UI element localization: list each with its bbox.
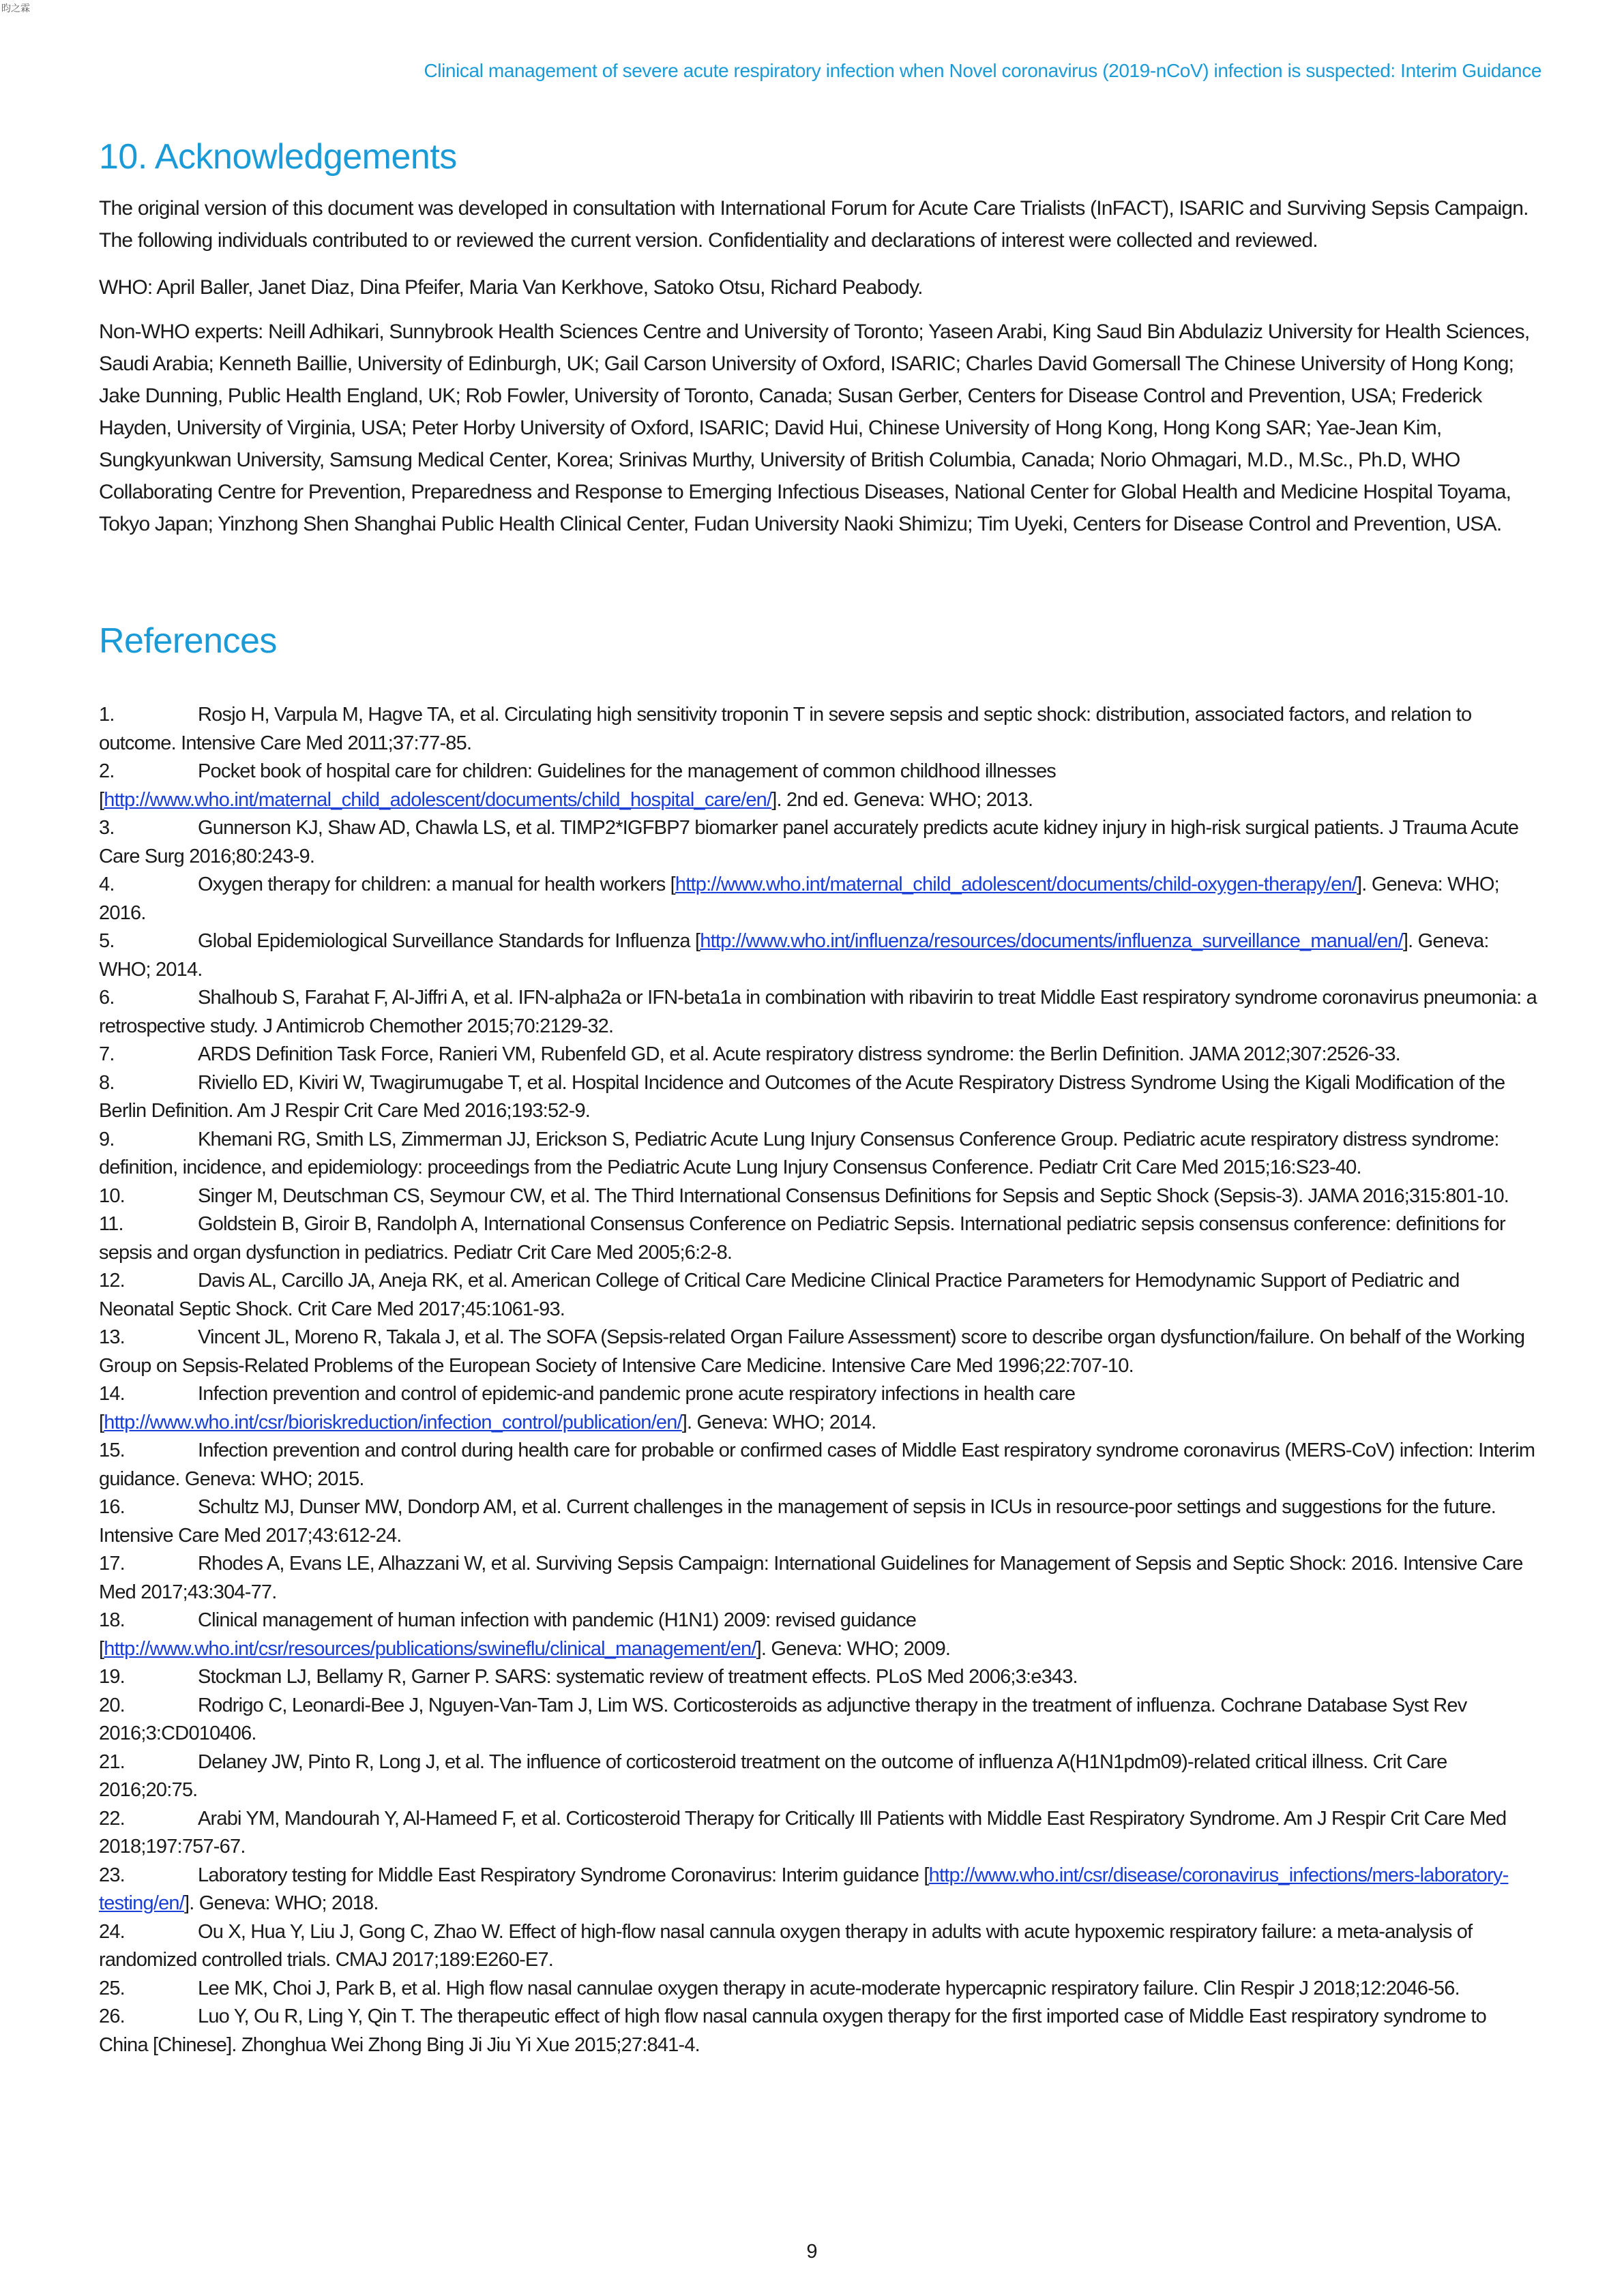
watermark-text: 昀之霖	[1, 3, 30, 14]
reference-item	[99, 1550, 1538, 1607]
reference-number: 1.	[99, 704, 115, 726]
reference-number: 9.	[99, 1128, 115, 1150]
reference-item	[99, 1607, 1538, 1663]
reference-text: Arabi YM, Mandourah Y, Al-Hameed F, et al. Corticosteroid Therapy for Critically Ill Patients with Middle East Respiratory Syndrome. Am J Respir Crit Care Med 2018;197:757-67.	[99, 1807, 1507, 1858]
reference-item	[99, 871, 1538, 927]
reference-number: 12.	[99, 1270, 125, 1292]
reference-text: Riviello ED, Kiviri W, Twagirumugabe T, et al. Hospital Incidence and Outcomes of the Acute Respiratory Distress Syndrome Using the Kigali Modification of the Berlin Definition. Am J Respir Crit Care Med 2016;193:52-9.	[99, 1071, 1505, 1122]
reference-text: Luo Y, Ou R, Ling Y, Qin T. The therapeutic effect of high flow nasal cannula oxygen therapy for the first imported case of Middle East respiratory syndrome to China [Chinese]. Zhonghua Wei Zhong Bing Ji Jiu Yi Xue 2015;27:841-4.	[99, 2006, 1486, 2056]
reference-number: 15.	[99, 1440, 125, 1461]
acknowledgements-external-experts: Non-WHO experts: Neill Adhikari, Sunnybrook Health Sciences Centre and University of Toronto; Yaseen Arabi, King Saud Bin Abdulaziz University for Health Sciences, Saudi Arabia; Kenneth Baillie, University of Edinburgh, UK; Gail Carson University of Oxford, ISARIC; Charles David Gomersall The Chinese University of Hong Kong; Jake Dunning, Public Health England, UK; Rob Fowler, University of Toronto, Canada; Susan Gerber, Centers for Disease Control and Prevention, USA; Frederick Hayden, University of Virginia, USA; Peter Horby University of Oxford, ISARIC; David Hui, Chinese University of Hong Kong, Hong Kong SAR; Yae-Jean Kim, Sungkyunkwan University, Samsung Medical Center, Korea; Srinivas Murthy, University of British Columbia, Canada; Norio Ohmagari, M.D., M.Sc., Ph.D, WHO Collaborating Centre for Prevention, Preparedness and Response to Emerging Infectious Diseases, National Center for Global Health and Medicine Hospital Toyama, Tokyo Japan; Yinzhong Shen Shanghai Public Health Clinical Center, Fudan University Naoki Shimizu; Tim Uyeki, Centers for Disease Control and Prevention, USA.	[99, 320, 1530, 535]
reference-item	[99, 1493, 1538, 1550]
reference-text: Goldstein B, Giroir B, Randolph A, International Consensus Conference on Pediatric Sepsis. International pediatric sepsis consensus conference: definitions for sepsis and organ dysfunction in pediatrics. Pediatr Crit Care Med 2005;6:2-8.	[99, 1213, 1505, 1264]
reference-item	[99, 1692, 1538, 1748]
reference-text-after: ]. 2nd ed. Geneva: WHO; 2013.	[771, 788, 1033, 811]
reference-text-after: ]. Geneva: WHO; 2014.	[99, 930, 1489, 981]
page-number: 9	[806, 2241, 818, 2263]
reference-number: 11.	[99, 1213, 123, 1235]
reference-text-after: ]. Geneva: WHO; 2009.	[756, 1637, 951, 1660]
reference-link[interactable]: http://www.who.int/csr/disease/coronavirus_infections/mers-laboratory-testing/en/	[99, 1864, 1509, 1914]
reference-link[interactable]: http://www.who.int/csr/bioriskreduction/infection_control/publication/en/	[104, 1411, 682, 1433]
reference-link[interactable]: http://www.who.int/csr/resources/publications/swineflu/clinical_management/en/	[104, 1637, 756, 1660]
reference-text-after: ]. Geneva: WHO; 2014.	[681, 1411, 876, 1433]
reference-item	[99, 1918, 1538, 1975]
reference-text: Rosjo H, Varpula M, Hagve TA, et al. Circulating high sensitivity troponin T in severe sepsis and septic shock: distribution, associated factors, and relation to outcome. Intensive Care Med 2011;37:77-85.	[99, 704, 1472, 754]
reference-item	[99, 1748, 1538, 1805]
acknowledgements-paragraph: The original version of this document was developed in consultation with International Forum for Acute Care Trialists (InFACT), ISARIC and Surviving Sepsis Campaign. The following individuals contributed to or reviewed the current version. Confidentiality and declarations of interest were collected and reviewed.	[99, 197, 1529, 252]
reference-text: Vincent JL, Moreno R, Takala J, et al. The SOFA (Sepsis-related Organ Failure Assessment) score to describe organ dysfunction/failure. On behalf of the Working Group on Sepsis-Related Problems of the European Society of Intensive Care Medicine. Intensive Care Med 1996;22:707-10.	[99, 1326, 1525, 1377]
reference-text: Oxygen therapy for children: a manual for health workers [	[198, 874, 675, 895]
reference-item	[99, 1975, 1538, 2003]
reference-number: 26.	[99, 2006, 125, 2027]
reference-text: Clinical management of human infection with pandemic (H1N1) 2009: revised guidance [	[99, 1609, 917, 1660]
reference-number: 3.	[99, 817, 115, 839]
reference-number: 18.	[99, 1609, 125, 1631]
running-header: Clinical management of severe acute respiratory infection when Novel coronavirus (2019-nCoV) infection is suspected: Interim Guidance	[424, 60, 1541, 81]
reference-text: Gunnerson KJ, Shaw AD, Chawla LS, et al. TIMP2*IGFBP7 biomarker panel accurately predicts acute kidney injury in high-risk surgical patients. J Trauma Acute Care Surg 2016;80:243-9.	[99, 817, 1519, 867]
reference-text-after: ]. Geneva: WHO; 2018.	[184, 1892, 379, 1914]
reference-text: Infection prevention and control during health care for probable or confirmed cases of Middle East respiratory syndrome coronavirus (MERS-CoV) infection: Interim guidance. Geneva: WHO; 2015.	[99, 1440, 1535, 1490]
reference-number: 25.	[99, 1977, 125, 1999]
reference-item	[99, 1126, 1538, 1182]
reference-item	[99, 1663, 1538, 1692]
reference-number: 8.	[99, 1071, 115, 1094]
reference-number: 14.	[99, 1383, 125, 1405]
reference-item	[99, 758, 1538, 814]
reference-item	[99, 701, 1538, 758]
reference-text: Pocket book of hospital care for children: Guidelines for the management of common childhood illnesses [	[99, 760, 1056, 811]
reference-text: ARDS Definition Task Force, Ranieri VM, Rubenfeld GD, et al. Acute respiratory distress syndrome: the Berlin Definition. JAMA 2012;307:2526-33.	[198, 1043, 1400, 1065]
reference-number: 13.	[99, 1326, 125, 1348]
reference-number: 24.	[99, 1920, 125, 1943]
reference-text: Singer M, Deutschman CS, Seymour CW, et al. The Third International Consensus Definitions for Sepsis and Septic Shock (Sepsis-3). JAMA 2016;315:801-10.	[198, 1184, 1509, 1207]
reference-text: Lee MK, Choi J, Park B, et al. High flow nasal cannulae oxygen therapy in acute-moderate hypercapnic respiratory failure. Clin Respir J 2018;12:2046-56.	[198, 1977, 1460, 1999]
reference-text: Khemani RG, Smith LS, Zimmerman JJ, Erickson S, Pediatric Acute Lung Injury Consensus Conference Group. Pediatric acute respiratory distress syndrome: definition, incidence, and epidemiology: proceedings from the Pediatric Acute Lung Injury Consensus Conference. Pediatr Crit Care Med 2015;16:S23-40.	[99, 1128, 1499, 1178]
reference-item	[99, 1324, 1538, 1380]
reference-text: Shalhoub S, Farahat F, Al-Jiffri A, et al. IFN-alpha2a or IFN-beta1a in combination with ribavirin to treat Middle East respiratory syndrome coronavirus pneumonia: a retrospective study. J Antimicrob Chemother 2015;70:2129-32.	[99, 987, 1537, 1037]
reference-text-after: ]. Geneva: WHO; 2016.	[99, 874, 1499, 924]
reference-number: 21.	[99, 1750, 125, 1773]
reference-number: 4.	[99, 874, 115, 895]
reference-text: Stockman LJ, Bellamy R, Garner P. SARS: systematic review of treatment effects. PLoS Med 2006;3:e343.	[198, 1666, 1078, 1688]
reference-text: Schultz MJ, Dunser MW, Dondorp AM, et al. Current challenges in the management of sepsis in ICUs in resource-poor settings and suggestions for the future. Intensive Care Med 2017;43:612-24.	[99, 1496, 1496, 1547]
reference-number: 23.	[99, 1864, 125, 1886]
reference-text: Ou X, Hua Y, Liu J, Gong C, Zhao W. Effect of high-flow nasal cannula oxygen therapy in adults with acute hypoxemic respiratory failure: a meta-analysis of randomized controlled trials. CMAJ 2017;189:E260-E7.	[99, 1920, 1473, 1971]
acknowledgements-who-list: WHO: April Baller, Janet Diaz, Dina Pfeifer, Maria Van Kerkhove, Satoko Otsu, Richard Peabody.	[99, 276, 923, 299]
reference-item	[99, 1267, 1538, 1324]
reference-text: Rhodes A, Evans LE, Alhazzani W, et al. Surviving Sepsis Campaign: International Guidelines for Management of Sepsis and Septic Shock: 2016. Intensive Care Med 2017;43:304-77.	[99, 1553, 1523, 1603]
reference-text: Rodrigo C, Leonardi-Bee J, Nguyen-Van-Tam J, Lim WS. Corticosteroids as adjunctive therapy in the treatment of influenza. Cochrane Database Syst Rev 2016;3:CD010406.	[99, 1694, 1467, 1744]
reference-list	[99, 701, 1538, 2059]
reference-number: 22.	[99, 1807, 125, 1830]
reference-item	[99, 927, 1538, 984]
reference-text: Davis AL, Carcillo JA, Aneja RK, et al. American College of Critical Care Medicine Clinical Practice Parameters for Hemodynamic Support of Pediatric and Neonatal Septic Shock. Crit Care Med 2017;45:1061-93.	[99, 1270, 1460, 1320]
reference-number: 5.	[99, 930, 115, 952]
reference-item	[99, 1069, 1538, 1126]
reference-text: Infection prevention and control of epidemic-and pandemic prone acute respiratory infections in health care [	[99, 1383, 1076, 1433]
reference-item	[99, 1437, 1538, 1493]
reference-number: 20.	[99, 1694, 125, 1716]
references-heading: References	[99, 621, 277, 661]
reference-number: 10.	[99, 1184, 125, 1207]
reference-item	[99, 1041, 1538, 1069]
reference-text: Global Epidemiological Surveillance Standards for Influenza [	[198, 930, 700, 952]
reference-number: 17.	[99, 1553, 125, 1575]
reference-text: Laboratory testing for Middle East Respiratory Syndrome Coronavirus: Interim guidance [	[198, 1864, 929, 1886]
reference-text: Delaney JW, Pinto R, Long J, et al. The influence of corticosteroid treatment on the outcome of influenza A(H1N1pdm09)-related critical illness. Crit Care 2016;20:75.	[99, 1750, 1447, 1801]
reference-number: 19.	[99, 1666, 125, 1688]
reference-number: 16.	[99, 1496, 125, 1518]
reference-item	[99, 1380, 1538, 1437]
reference-number: 7.	[99, 1043, 115, 1065]
reference-item	[99, 1182, 1538, 1211]
reference-item	[99, 1805, 1538, 1862]
reference-number: 6.	[99, 987, 115, 1009]
reference-link[interactable]: http://www.who.int/maternal_child_adolescent/documents/child-oxygen-therapy/en/	[675, 874, 1357, 895]
page-content	[99, 136, 1538, 2059]
reference-item	[99, 1862, 1538, 1918]
reference-link[interactable]: http://www.who.int/influenza/resources/documents/influenza_surveillance_manual/en/	[700, 930, 1403, 952]
reference-link[interactable]: http://www.who.int/maternal_child_adolescent/documents/child_hospital_care/en/	[104, 788, 772, 811]
reference-number: 2.	[99, 760, 115, 782]
reference-item	[99, 1210, 1538, 1267]
acknowledgements-heading: 10. Acknowledgements	[99, 137, 457, 177]
reference-item	[99, 814, 1538, 871]
reference-item	[99, 984, 1538, 1041]
reference-item	[99, 2003, 1538, 2059]
